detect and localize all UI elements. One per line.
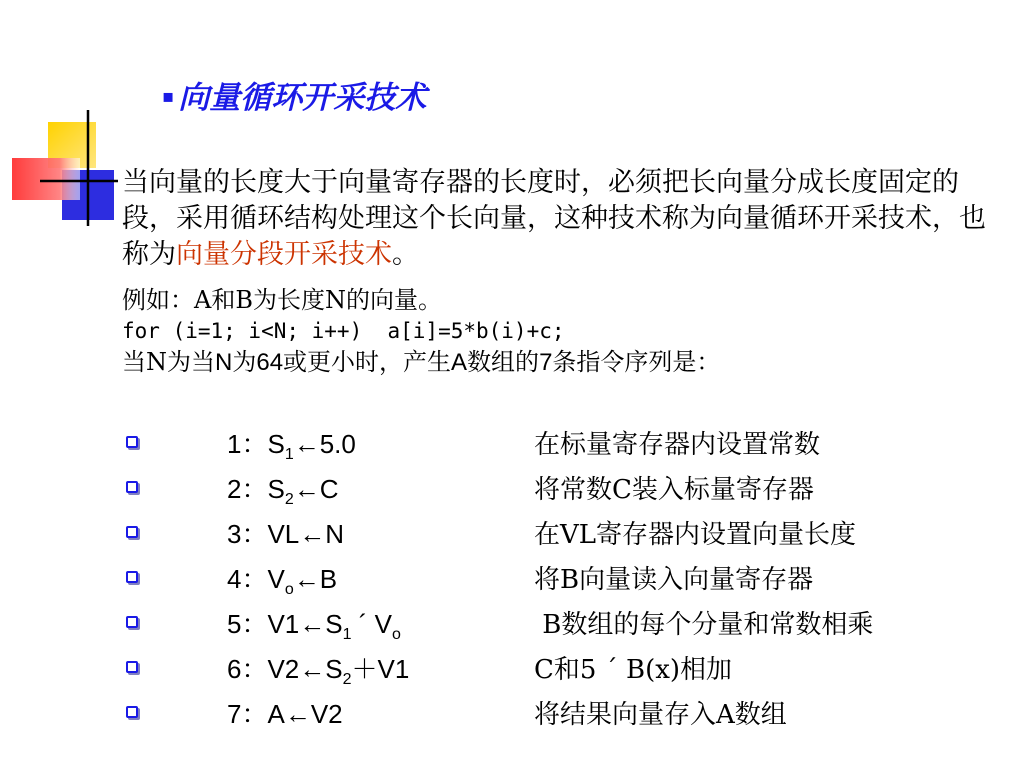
square-bullet-icon [126,481,138,493]
instruction-item [122,600,1002,645]
example-text: A [451,349,468,376]
instruction-item [122,420,1002,465]
instruction-item [122,555,1002,600]
square-bullet-icon [126,436,138,448]
instruction-item [122,690,1002,735]
example-line-1: 例如：A和B为长度N的向量。 [122,286,442,314]
example-text: 或更小时，产生 [283,348,452,376]
square-bullet-icon [126,616,138,628]
slide-title [162,72,426,117]
instruction-description: 在VL寄存器内设置向量长度 [534,520,857,550]
example-text: 64 [256,349,284,376]
square-bullet-icon [126,571,138,583]
square-bullet-icon [126,706,138,718]
example-text: N [215,349,233,376]
example-text: 为 [232,348,257,376]
example-code: for (i=1; i<N; i++) a[i]=5*b(i)+c; [122,319,565,343]
instruction-expression: 5：$V1\leftarrow S_1$ ´ $V_o$ [227,609,401,643]
title-text: 向量循环开采技术 [178,80,427,116]
example-block [122,285,1002,378]
instruction-description: 将B向量读入向量寄存器 [534,565,814,595]
instruction-expression: 7：A←V2 [227,699,343,729]
deco-red-bar [12,158,80,200]
square-bullet-icon [126,661,138,673]
instruction-description: 在标量寄存器内设置常数 [534,430,821,460]
example-text: 条指令序列是： [552,348,721,376]
intro-text-end: 。 [392,239,419,270]
instruction-expression: 4：$V_o\leftarrow B$ [227,564,338,598]
instruction-description: 将常数C装入标量寄存器 [534,475,814,505]
instruction-list [122,420,1002,735]
decorative-logo [0,0,130,260]
instruction-description: 将结果向量存入A数组 [534,700,787,730]
instruction-item [122,645,1002,690]
instruction-description: C和5 ´ B(x)相加 [534,655,733,685]
instruction-item [122,465,1002,510]
intro-paragraph [122,165,1002,273]
instruction-expression: 1：$S_1\leftarrow 5.0$ [227,429,356,463]
instruction-description: B数组的每个分量和常数相乘 [534,610,874,640]
square-bullet-icon [126,526,138,538]
example-line-3 [122,347,1002,378]
intro-text: 当向量的长度大于向量寄存器的长度时，必须把长向量分成长度固定的段，采用循环结构处理这个长向量，这种技术称为向量循环开采技术，也称为 [122,167,986,270]
instruction-expression: 6：$V2\leftarrow S_2+V1$ [227,654,410,688]
instruction-expression: 2：$S_2\leftarrow C$ [227,474,339,508]
instruction-expression: 3：VL←N [227,519,345,549]
instruction-item [122,510,1002,555]
slide-content [122,165,1002,378]
intro-highlight-term: 向量分段开采技术 [176,239,392,270]
example-text: 数组的 [467,348,540,376]
example-text: 当N为当 [122,348,215,376]
title-bullet-icon: ▪ [162,86,175,107]
example-text: 7 [539,349,553,376]
